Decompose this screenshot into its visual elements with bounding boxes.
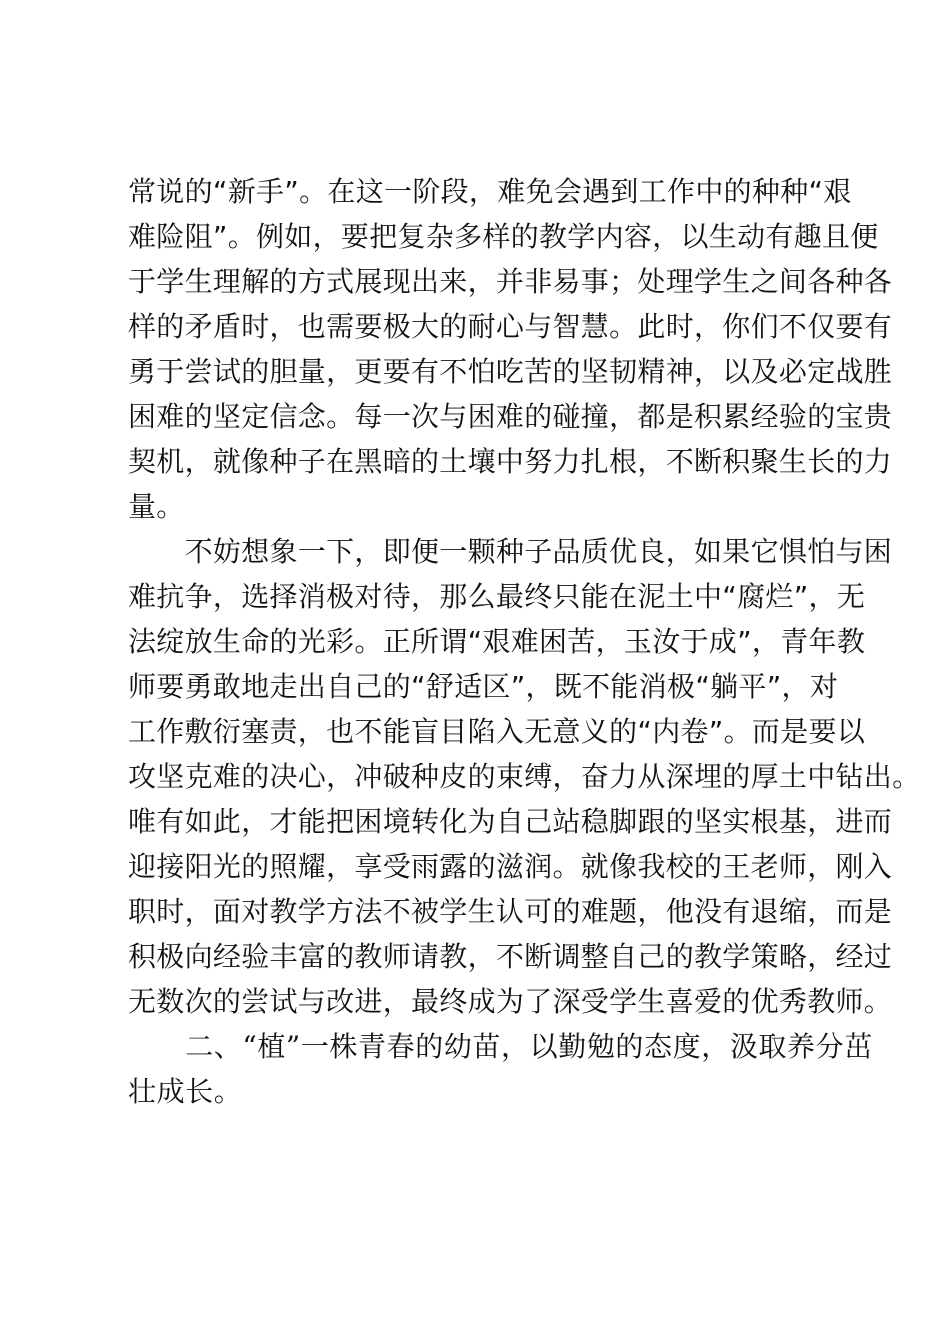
paragraph-2-line-9: 职时，面对教学方法不被学生认可的难题，他没有退缩，而是 xyxy=(128,895,893,928)
paragraph-2-line-8: 迎接阳光的照耀，享受雨露的滋润。就像我校的王老师，刚入 xyxy=(128,850,893,883)
paragraph-1-line-4: 样的矛盾时，也需要极大的耐心与智慧。此时，你们不仅要有 xyxy=(128,310,893,343)
paragraph-2-line-3: 法绽放生命的光彩。正所谓“艰难困苦，玉汝于成”，青年教 xyxy=(128,625,866,658)
paragraph-1-line-5: 勇于尝试的胆量，更要有不怕吃苦的坚韧精神，以及必定战胜 xyxy=(128,355,893,388)
section-heading-line-1: 二、“植”一株青春的幼苗，以勤勉的态度，汲取养分茁 xyxy=(128,1030,873,1063)
paragraph-1-line-6: 困难的坚定信念。每一次与困难的碰撞，都是积累经验的宝贵 xyxy=(128,400,893,433)
paragraph-1-line-2: 难险阻”。例如，要把复杂多样的教学内容，以生动有趣且便 xyxy=(128,220,879,253)
section-heading-line-2: 壮成长。 xyxy=(128,1075,243,1108)
paragraph-2-line-2: 难抗争，选择消极对待，那么最终只能在泥土中“腐烂”，无 xyxy=(128,580,866,613)
paragraph-1-line-3: 于学生理解的方式展现出来，并非易事；处理学生之间各种各 xyxy=(128,265,893,298)
paragraph-1-line-8: 量。 xyxy=(128,490,185,523)
paragraph-2-line-5: 工作敷衍塞责，也不能盲目陷入无意义的“内卷”。而是要以 xyxy=(128,715,866,748)
paragraph-2-line-1: 不妨想象一下，即便一颗种子品质优良，如果它惧怕与困 xyxy=(128,535,893,568)
paragraph-2-line-7: 唯有如此，才能把困境转化为自己站稳脚跟的坚实根基，进而 xyxy=(128,805,893,838)
paragraph-2-line-4: 师要勇敢地走出自己的“舒适区”，既不能消极“躺平”，对 xyxy=(128,670,839,703)
paragraph-2-line-10: 积极向经验丰富的教师请教，不断调整自己的教学策略，经过 xyxy=(128,940,893,973)
paragraph-2-line-11: 无数次的尝试与改进，最终成为了深受学生喜爱的优秀教师。 xyxy=(128,985,893,1018)
paragraph-1-line-7: 契机，就像种子在黑暗的土壤中努力扎根，不断积聚生长的力 xyxy=(128,445,893,478)
paragraph-1-line-1: 常说的“新手”。在这一阶段，难免会遇到工作中的种种“艰 xyxy=(128,175,852,208)
paragraph-2-line-6: 攻坚克难的决心，冲破种皮的束缚，奋力从深埋的厚土中钻出。 xyxy=(128,760,921,793)
